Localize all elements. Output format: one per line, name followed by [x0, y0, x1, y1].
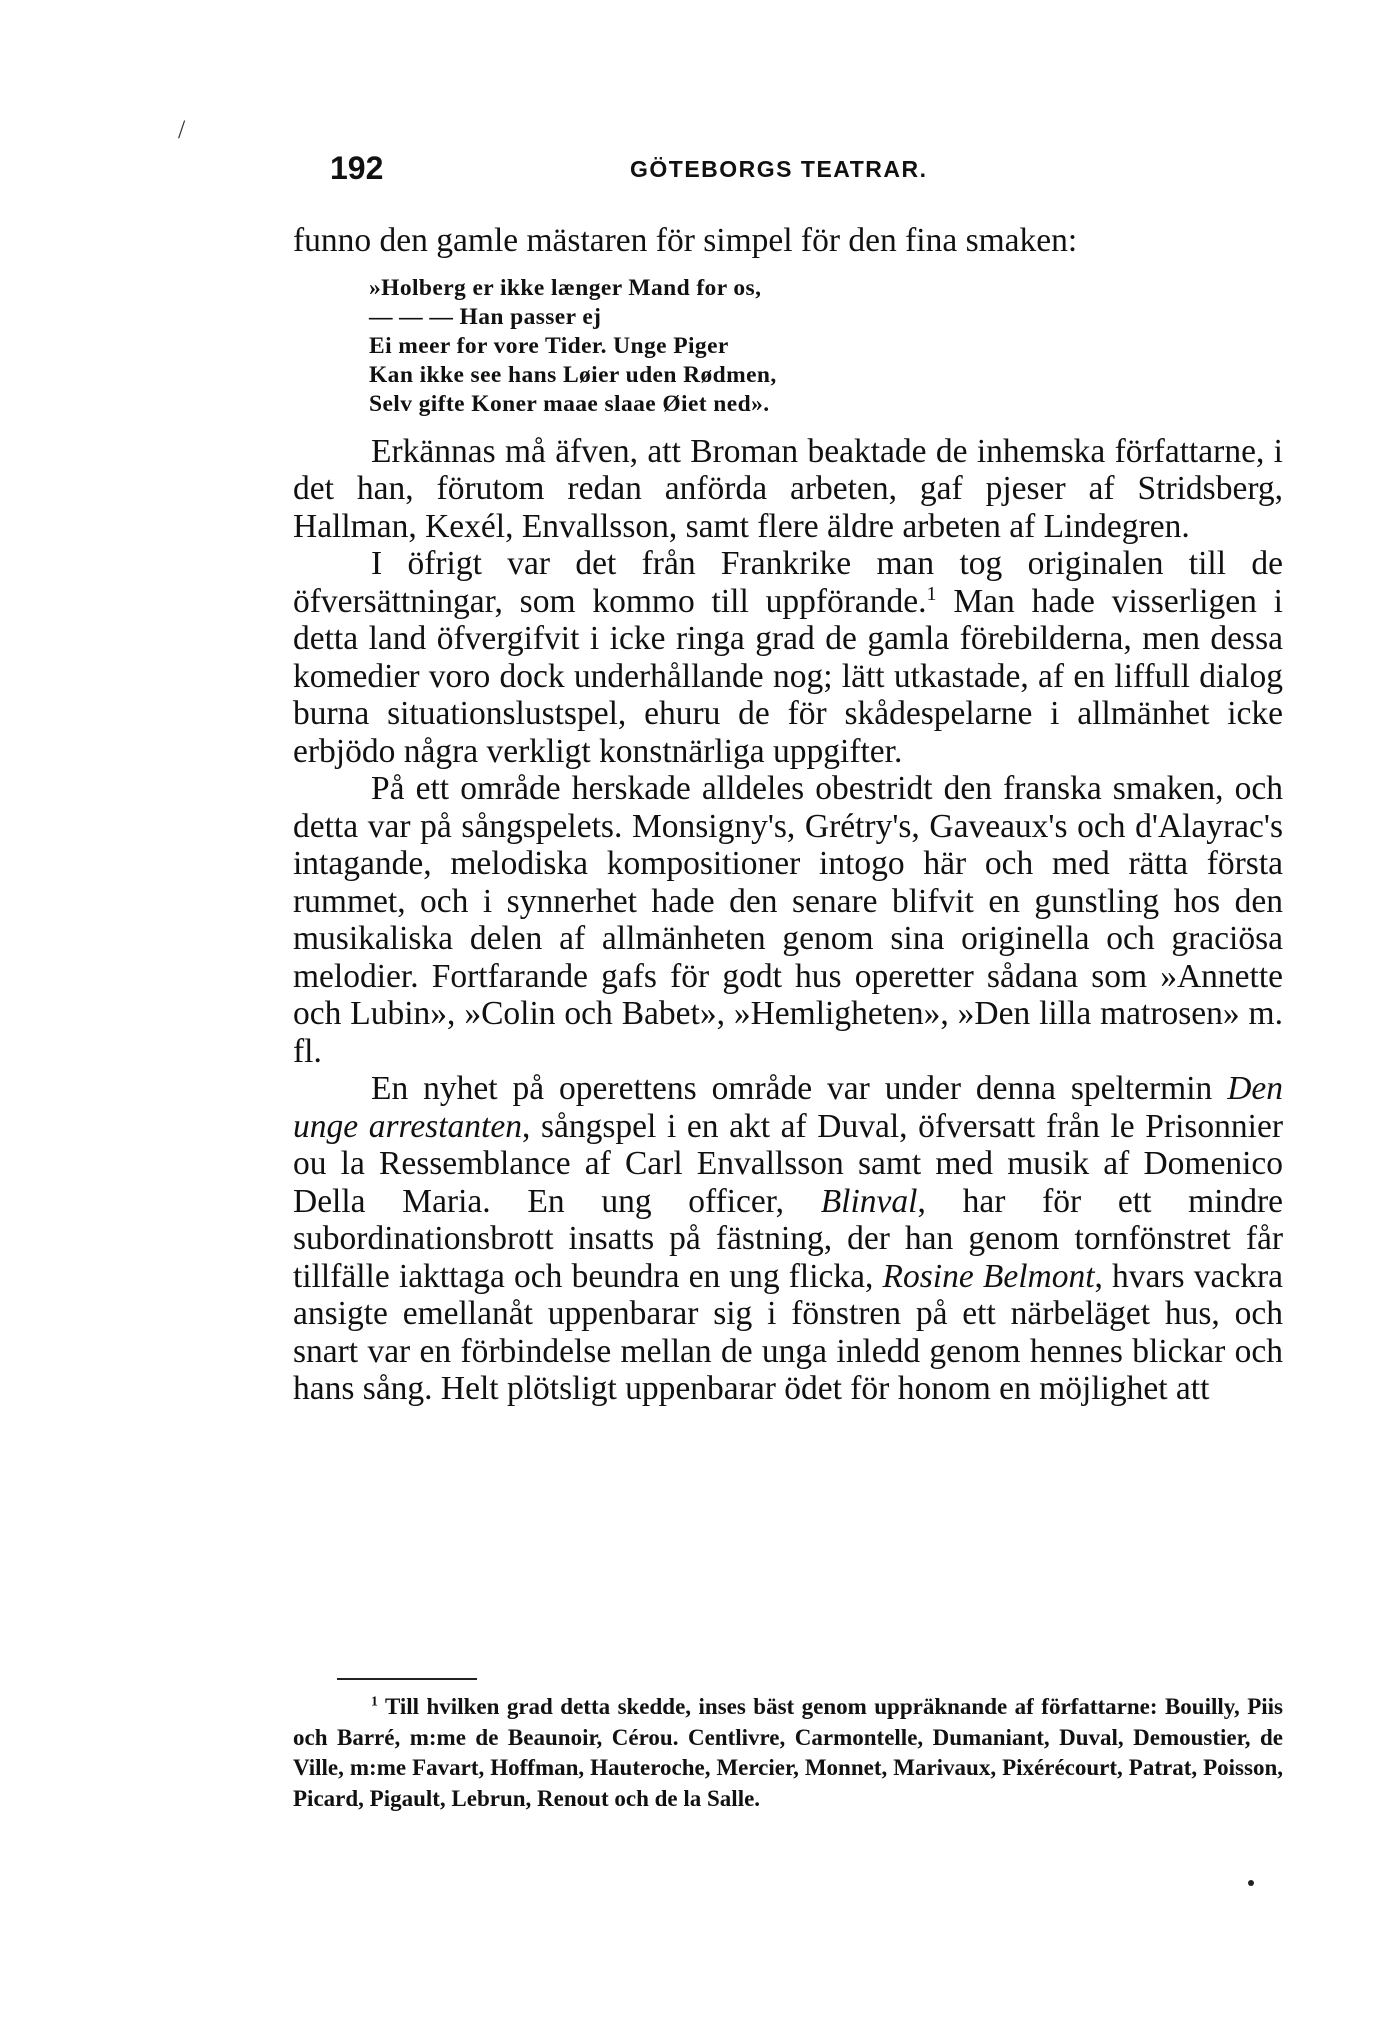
quote-line: — — — Han passer ej [369, 303, 602, 330]
paragraph-4 [293, 1070, 1283, 1408]
running-title: GÖTEBORGS TEATRAR. [630, 156, 928, 182]
quote-line: Selv gifte Koner maae slaae Øiet ned». [369, 390, 770, 417]
paragraph-2-text-a: I öfrigt var det från Frankrike man tog originalen till de öfversättningar, som kommo till uppförande. [293, 545, 1283, 620]
print-speck [1248, 1880, 1254, 1886]
block-quote [369, 274, 1089, 419]
page-number: 192 [330, 150, 384, 186]
paragraph-1: Erkännas må äfven, att Broman beaktade de inhemska författarne, i det han, förutom redan anförda arbeten, gaf pjeser af Stridsberg, Hallman, Kexél, Envallsson, samt flere äldre arbeten af Lindegren. [293, 432, 1283, 545]
character-name-blinval: Blinval [820, 1182, 918, 1220]
corner-mark: / [178, 115, 186, 144]
play-title: Den unge arrestanten [293, 1070, 1283, 1145]
footnote-reference: 1 [926, 582, 937, 605]
footnote-divider [337, 1678, 477, 1680]
paragraph-3: På ett område herskade alldeles obestridt den franska smaken, och detta var på sångspelets. Monsigny's, Grétry's, Gaveaux's och d'Alayrac's intagande, melodiska kompositioner intogo här och med rätta första rummet, och i synnerhet hade den senare blifvit en gunstling hos den musikaliska delen af allmänheten genom sina originella och graciösa melodier. Fortfarande gafs för godt hus operetter sådana som »Annette och Lubin», »Colin och Babet», »Hemligheten», »Den lilla matrosen» m. fl. [293, 770, 1283, 1070]
paragraph-4-text-c: , har för ett mindre subordinationsbrott insatts på fästning, der han genom tornfönstret får tillfälle iakttaga och beundra en ung flicka, [293, 1182, 1283, 1295]
footnotes [293, 1692, 1283, 1814]
paragraph-continuation: funno den gamle mästaren för simpel för den fina smaken: [293, 222, 1078, 259]
paragraph-4-text-b: , sångspel i en akt af Duval, öfversatt från le Prisonnier ou la Ressemblance af Carl Envallsson samt med musik af Domenico Della Maria. En ung officer, [293, 1107, 1284, 1220]
paragraph-2 [293, 545, 1283, 770]
page-header [330, 150, 970, 190]
footnote-1 [293, 1692, 1283, 1814]
paragraph-2-text-b: Man hade visserligen i detta land öfvergifvit i icke ringa grad de gamla förebilderna, men dessa komedier voro dock underhållande nog; lätt utkastade, af en liffull dialog burna situationslustspel, ehuru de för skådespelarne i allmänhet icke erbjödo några verkligt konstnärliga uppgifter. [293, 582, 1283, 770]
body-text [293, 222, 1283, 1408]
paragraph-4-text-d: , hvars vackra ansigte emellanåt uppenbarar sig i fönstren på ett närbeläget hus, och snart var en förbindelse mellan de unga inledd genom hennes blickar och hans sång. Helt plötsligt uppenbarar ödet för honom en möjlighet att [293, 1257, 1284, 1407]
character-name-rosine: Rosine Belmont [882, 1257, 1095, 1295]
quote-line: Kan ikke see hans Løier uden Rødmen, [369, 361, 777, 388]
paragraph-4-text-a: En nyhet på operettens område var under denna speltermin [371, 1070, 1228, 1107]
quote-line: »Holberg er ikke længer Mand for os, [369, 274, 762, 301]
footnote-text: Till hvilken grad detta skedde, inses bäst genom uppräknande af författarne: Bouilly, Piis och Barré, m:me de Beaunoir, Cérou. Centlivre, Carmontelle, Dumaniant, Duval, Demoustier, de Ville, m:me Favart, Hoffman, Hauteroche, Mercier, Monnet, Marivaux, Pixérécourt, Patrat, Poisson, Picard, Pigault, Lebrun, Renout och de la Salle. [293, 1694, 1283, 1811]
footnote-marker: 1 [371, 1693, 378, 1709]
quote-line: Ei meer for vore Tider. Unge Piger [369, 332, 729, 359]
